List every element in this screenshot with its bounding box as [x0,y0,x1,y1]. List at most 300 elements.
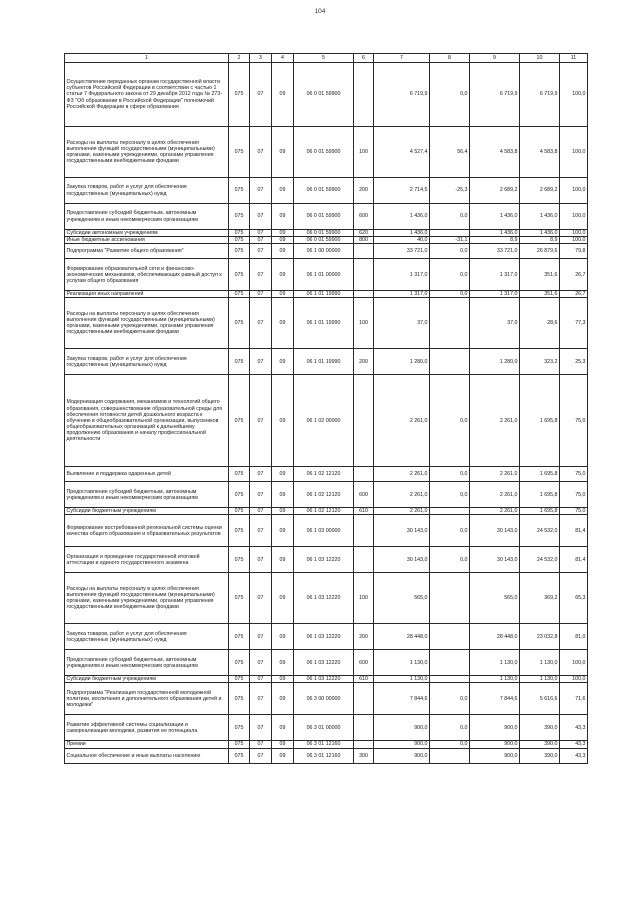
executed-amount-cell: 351,6 [520,259,560,291]
subsection-code-cell: 09 [272,573,294,624]
approved-amount-cell: 1 130,0 [374,676,430,683]
approved-amount-cell: 2 261,0 [374,508,430,515]
section-code-cell: 07 [250,624,272,650]
executed-amount-cell: 323,2 [520,349,560,375]
ministry-code-cell: 075 [229,467,250,482]
section-code-cell: 07 [250,683,272,715]
table-row [65,298,588,349]
expense-type-cell [354,291,374,298]
approved-amount-cell: 565,0 [374,573,430,624]
change-amount-cell [430,230,470,237]
execution-percent-cell: 100,0 [560,650,588,676]
subsection-code-cell: 09 [272,375,294,467]
executed-amount-cell: 1 695,8 [520,467,560,482]
subsection-code-cell: 09 [272,676,294,683]
row-name-cell: Формирование востребованной региональной системы оценки качества общего образования и образовательных результатов [65,515,229,547]
expense-type-cell: 200 [354,624,374,650]
revised-amount-cell: 1 130,0 [470,676,520,683]
execution-percent-cell: 100,0 [560,178,588,204]
execution-percent-cell: 75,0 [560,467,588,482]
header-cell: 1 [65,54,229,63]
execution-percent-cell: 100,0 [560,230,588,237]
executed-amount-cell: 369,2 [520,573,560,624]
ministry-code-cell: 075 [229,515,250,547]
ministry-code-cell: 075 [229,298,250,349]
executed-amount-cell: 390,0 [520,715,560,741]
expense-type-cell: 300 [354,748,374,763]
header-cell: 6 [354,54,374,63]
change-amount-cell: 0,0 [430,204,470,230]
change-amount-cell: 56,4 [430,127,470,178]
table-row [65,547,588,573]
expense-type-cell: 800 [354,237,374,244]
target-article-cell: 06 1 01 19990 [294,298,354,349]
subsection-code-cell: 09 [272,683,294,715]
execution-percent-cell: 25,3 [560,349,588,375]
revised-amount-cell: 2 689,2 [470,178,520,204]
revised-amount-cell: 1 130,0 [470,650,520,676]
target-article-cell: 06 1 02 12120 [294,482,354,508]
ministry-code-cell: 075 [229,63,250,127]
row-name-cell: Иные бюджетные ассигнования [65,237,229,244]
subsection-code-cell: 09 [272,482,294,508]
target-article-cell: 06 1 03 12220 [294,573,354,624]
expense-type-cell [354,683,374,715]
change-amount-cell: 0,0 [430,291,470,298]
budget-table [64,53,588,764]
change-amount-cell [430,573,470,624]
approved-amount-cell: 30 143,0 [374,515,430,547]
target-article-cell: 06 0 01 59900 [294,204,354,230]
revised-amount-cell: 6 719,9 [470,63,520,127]
subsection-code-cell: 09 [272,204,294,230]
execution-percent-cell: 100,0 [560,63,588,127]
change-amount-cell: 0,0 [430,715,470,741]
execution-percent-cell: 75,0 [560,482,588,508]
executed-amount-cell: 390,0 [520,748,560,763]
subsection-code-cell: 09 [272,298,294,349]
row-name-cell: Закупка товаров, работ и услуг для обеспечения государственных (муниципальных) нужд [65,349,229,375]
header-cell: 3 [250,54,272,63]
change-amount-cell [430,650,470,676]
header-cell: 2 [229,54,250,63]
ministry-code-cell: 075 [229,349,250,375]
row-name-cell: Подпрограмма "Развитие общего образования" [65,244,229,259]
section-code-cell: 07 [250,508,272,515]
ministry-code-cell: 075 [229,676,250,683]
revised-amount-cell: 2 261,0 [470,508,520,515]
row-name-cell: Предоставление субсидий бюджетным, автономным учреждениям и иным некоммерческим организациям [65,482,229,508]
executed-amount-cell: 1 436,0 [520,230,560,237]
expense-type-cell [354,515,374,547]
expense-type-cell: 100 [354,298,374,349]
expense-type-cell [354,467,374,482]
subsection-code-cell: 09 [272,230,294,237]
ministry-code-cell: 075 [229,244,250,259]
section-code-cell: 07 [250,127,272,178]
revised-amount-cell: 1 280,0 [470,349,520,375]
ministry-code-cell: 075 [229,291,250,298]
header-cell: 8 [430,54,470,63]
table-row [65,127,588,178]
table-row [65,204,588,230]
subsection-code-cell: 09 [272,741,294,748]
row-name-cell: Подпрограмма "Реализация государственной молодежной политики, воспитания и дополнительного образования детей и молодежи" [65,683,229,715]
row-name-cell: Развитие эффективной системы социализации и самореализации молодежи, развития ее потенциала [65,715,229,741]
header-cell: 9 [470,54,520,63]
target-article-cell: 06 0 01 59900 [294,127,354,178]
execution-percent-cell: 100,0 [560,676,588,683]
target-article-cell: 06 3 01 12160 [294,748,354,763]
execution-percent-cell: 43,3 [560,741,588,748]
revised-amount-cell: 1 436,0 [470,230,520,237]
change-amount-cell: 0,0 [430,259,470,291]
execution-percent-cell: 100,0 [560,127,588,178]
executed-amount-cell: 6 719,9 [520,63,560,127]
change-amount-cell: 0,0 [430,741,470,748]
row-name-cell: Социальное обеспечение и иные выплаты населению [65,748,229,763]
section-code-cell: 07 [250,741,272,748]
approved-amount-cell: 37,0 [374,298,430,349]
revised-amount-cell: 900,0 [470,715,520,741]
change-amount-cell: 0,0 [430,683,470,715]
target-article-cell: 06 1 02 00000 [294,375,354,467]
section-code-cell: 07 [250,259,272,291]
executed-amount-cell: 8,9 [520,237,560,244]
executed-amount-cell: 1 130,0 [520,676,560,683]
change-amount-cell: -25,3 [430,178,470,204]
revised-amount-cell: 30 143,0 [470,547,520,573]
subsection-code-cell: 09 [272,237,294,244]
change-amount-cell [430,508,470,515]
change-amount-cell [430,748,470,763]
target-article-cell: 06 3 00 00000 [294,683,354,715]
ministry-code-cell: 075 [229,508,250,515]
target-article-cell: 06 0 01 59900 [294,178,354,204]
target-article-cell: 06 1 03 12220 [294,650,354,676]
revised-amount-cell: 1 317,0 [470,291,520,298]
ministry-code-cell: 075 [229,127,250,178]
target-article-cell: 06 1 02 12120 [294,467,354,482]
row-name-cell: Выявление и поддержка одаренных детей [65,467,229,482]
expense-type-cell: 200 [354,349,374,375]
header-row [65,54,588,63]
expense-type-cell [354,547,374,573]
subsection-code-cell: 09 [272,244,294,259]
row-name-cell: Закупка товаров, работ и услуг для обеспечения государственных (муниципальных) нужд [65,178,229,204]
change-amount-cell: 0,0 [430,547,470,573]
approved-amount-cell: 1 130,0 [374,650,430,676]
ministry-code-cell: 075 [229,715,250,741]
target-article-cell: 06 1 00 00000 [294,244,354,259]
approved-amount-cell: 6 719,9 [374,63,430,127]
subsection-code-cell: 09 [272,259,294,291]
approved-amount-cell: 4 527,4 [374,127,430,178]
subsection-code-cell: 09 [272,624,294,650]
execution-percent-cell: 75,0 [560,508,588,515]
executed-amount-cell: 28,6 [520,298,560,349]
approved-amount-cell: 900,0 [374,741,430,748]
approved-amount-cell: 1 280,0 [374,349,430,375]
target-article-cell: 06 3 01 12160 [294,741,354,748]
target-article-cell: 06 1 03 12220 [294,624,354,650]
approved-amount-cell: 1 436,0 [374,230,430,237]
header-cell: 4 [272,54,294,63]
change-amount-cell: 0,0 [430,467,470,482]
execution-percent-cell: 100,0 [560,204,588,230]
header-cell: 7 [374,54,430,63]
page-number: 104 [314,8,326,15]
change-amount-cell: 0,0 [430,375,470,467]
expense-type-cell: 620 [354,230,374,237]
revised-amount-cell: 2 261,0 [470,482,520,508]
target-article-cell: 06 0 01 59900 [294,230,354,237]
ministry-code-cell: 075 [229,482,250,508]
section-code-cell: 07 [250,291,272,298]
approved-amount-cell: 7 844,6 [374,683,430,715]
target-article-cell: 06 1 01 19990 [294,291,354,298]
ministry-code-cell: 075 [229,230,250,237]
table-row [65,237,588,244]
row-name-cell: Формирование образовательной сети и финансово-экономических механизмов, обеспечивающих равный доступ к услугам общего образования [65,259,229,291]
expense-type-cell: 610 [354,676,374,683]
ministry-code-cell: 075 [229,178,250,204]
subsection-code-cell: 09 [272,291,294,298]
execution-percent-cell: 81,0 [560,624,588,650]
expense-type-cell: 100 [354,127,374,178]
revised-amount-cell: 2 261,0 [470,375,520,467]
expense-type-cell: 600 [354,204,374,230]
table-row [65,715,588,741]
ministry-code-cell: 075 [229,683,250,715]
execution-percent-cell: 100,0 [560,237,588,244]
approved-amount-cell: 28 448,0 [374,624,430,650]
target-article-cell: 06 1 01 19990 [294,349,354,375]
row-name-cell: Расходы на выплаты персоналу в целях обеспечения выполнения функций государственными (муниципальными) органами, казенными учреждениями, органами управления государственными внебюджетными фондами [65,127,229,178]
approved-amount-cell: 2 714,5 [374,178,430,204]
executed-amount-cell: 351,6 [520,291,560,298]
row-name-cell: Субсидии бюджетным учреждениям [65,676,229,683]
table-row [65,482,588,508]
ministry-code-cell: 075 [229,624,250,650]
change-amount-cell [430,298,470,349]
execution-percent-cell: 43,3 [560,715,588,741]
expense-type-cell [354,244,374,259]
execution-percent-cell: 77,3 [560,298,588,349]
executed-amount-cell: 1 695,8 [520,482,560,508]
approved-amount-cell: 900,0 [374,748,430,763]
section-code-cell: 07 [250,244,272,259]
section-code-cell: 07 [250,467,272,482]
approved-amount-cell: 40,0 [374,237,430,244]
executed-amount-cell: 390,0 [520,741,560,748]
ministry-code-cell: 075 [229,748,250,763]
subsection-code-cell: 09 [272,349,294,375]
executed-amount-cell: 1 695,8 [520,375,560,467]
change-amount-cell: -31,1 [430,237,470,244]
section-code-cell: 07 [250,349,272,375]
subsection-code-cell: 09 [272,467,294,482]
execution-percent-cell: 65,3 [560,573,588,624]
approved-amount-cell: 33 721,0 [374,244,430,259]
change-amount-cell [430,349,470,375]
execution-percent-cell: 81,4 [560,515,588,547]
subsection-code-cell: 09 [272,178,294,204]
change-amount-cell: 0,0 [430,515,470,547]
row-name-cell: Реализация иных направлений [65,291,229,298]
table-row [65,467,588,482]
ministry-code-cell: 075 [229,741,250,748]
execution-percent-cell: 26,7 [560,291,588,298]
ministry-code-cell: 075 [229,375,250,467]
expense-type-cell: 600 [354,650,374,676]
section-code-cell: 07 [250,178,272,204]
executed-amount-cell: 1 695,8 [520,508,560,515]
section-code-cell: 07 [250,230,272,237]
approved-amount-cell: 1 436,0 [374,204,430,230]
executed-amount-cell: 23 032,8 [520,624,560,650]
ministry-code-cell: 075 [229,650,250,676]
table-row [65,508,588,515]
table-row [65,650,588,676]
table-row [65,573,588,624]
subsection-code-cell: 09 [272,515,294,547]
section-code-cell: 07 [250,650,272,676]
section-code-cell: 07 [250,298,272,349]
header-cell: 11 [560,54,588,63]
execution-percent-cell: 81,4 [560,547,588,573]
section-code-cell: 07 [250,204,272,230]
section-code-cell: 07 [250,573,272,624]
subsection-code-cell: 09 [272,508,294,515]
target-article-cell: 06 1 03 12220 [294,547,354,573]
target-article-cell: 06 1 01 00000 [294,259,354,291]
revised-amount-cell: 28 448,0 [470,624,520,650]
table-row [65,515,588,547]
revised-amount-cell: 33 721,0 [470,244,520,259]
header-cell: 5 [294,54,354,63]
approved-amount-cell: 2 261,0 [374,467,430,482]
target-article-cell: 06 0 01 59900 [294,237,354,244]
target-article-cell: 06 1 03 00000 [294,515,354,547]
target-article-cell: 06 0 01 59900 [294,63,354,127]
revised-amount-cell: 1 317,0 [470,259,520,291]
revised-amount-cell: 30 143,0 [470,515,520,547]
row-name-cell: Осуществление переданных органам государственной власти субъектов Российской Федерации в соответствии с частью 1 статьи 7 Федерального закона от 29 декабря 2012 года № 273-ФЗ "Об образовании в Российской Федерации" полномочий Российской Федерации в сфере образования [65,63,229,127]
ministry-code-cell: 075 [229,204,250,230]
section-code-cell: 07 [250,515,272,547]
change-amount-cell: 0,0 [430,482,470,508]
expense-type-cell: 100 [354,573,374,624]
table-row [65,375,588,467]
approved-amount-cell: 1 317,0 [374,291,430,298]
approved-amount-cell: 2 261,0 [374,375,430,467]
subsection-code-cell: 09 [272,547,294,573]
section-code-cell: 07 [250,63,272,127]
table-row [65,748,588,763]
approved-amount-cell: 2 261,0 [374,482,430,508]
change-amount-cell [430,676,470,683]
row-name-cell: Модернизация содержания, механизмов и технологий общего образования, совершенствование образовательной среды для обеспечения готовности детей дошкольного возраста к обучению в общеобразовательной организации, выпускников общеобразовательных организаций к дальнейшему продолжению образования и началу профессиональной деятельности [65,375,229,467]
row-name-cell: Предоставление субсидий бюджетным, автономным учреждениям и иным некоммерческим организациям [65,650,229,676]
table-row [65,291,588,298]
ministry-code-cell: 075 [229,573,250,624]
target-article-cell: 06 1 03 12220 [294,676,354,683]
subsection-code-cell: 09 [272,715,294,741]
expense-type-cell [354,375,374,467]
table-row [65,741,588,748]
revised-amount-cell: 565,0 [470,573,520,624]
executed-amount-cell: 24 532,0 [520,515,560,547]
executed-amount-cell: 26 879,6 [520,244,560,259]
subsection-code-cell: 09 [272,127,294,178]
row-name-cell: Расходы на выплаты персоналу в целях обеспечения выполнения функций государственными (муниципальными) органами, казенными учреждениями, органами управления государственными внебюджетными фондами [65,573,229,624]
approved-amount-cell: 900,0 [374,715,430,741]
execution-percent-cell: 79,8 [560,244,588,259]
section-code-cell: 07 [250,237,272,244]
ministry-code-cell: 075 [229,259,250,291]
subsection-code-cell: 09 [272,650,294,676]
executed-amount-cell: 1 436,0 [520,204,560,230]
row-name-cell: Премии [65,741,229,748]
ministry-code-cell: 075 [229,237,250,244]
revised-amount-cell: 8,9 [470,237,520,244]
subsection-code-cell: 09 [272,748,294,763]
expense-type-cell: 610 [354,508,374,515]
row-name-cell: Закупка товаров, работ и услуг для обеспечения государственных (муниципальных) нужд [65,624,229,650]
expense-type-cell [354,63,374,127]
ministry-code-cell: 075 [229,547,250,573]
table-row [65,63,588,127]
header-cell: 10 [520,54,560,63]
revised-amount-cell: 2 261,0 [470,467,520,482]
approved-amount-cell: 1 317,0 [374,259,430,291]
row-name-cell: Субсидии автономным учреждениям [65,230,229,237]
change-amount-cell: 0,0 [430,63,470,127]
table-row [65,349,588,375]
revised-amount-cell: 1 436,0 [470,204,520,230]
execution-percent-cell: 75,0 [560,375,588,467]
target-article-cell: 06 3 01 00000 [294,715,354,741]
row-name-cell: Организация и проведение государственной итоговой аттестации и единого государственного экзамена [65,547,229,573]
revised-amount-cell: 900,0 [470,748,520,763]
expense-type-cell [354,715,374,741]
table-row [65,230,588,237]
table-row [65,259,588,291]
row-name-cell: Субсидии бюджетным учреждениям [65,508,229,515]
expense-type-cell: 600 [354,482,374,508]
executed-amount-cell: 2 689,2 [520,178,560,204]
executed-amount-cell: 4 583,8 [520,127,560,178]
execution-percent-cell: 43,3 [560,748,588,763]
approved-amount-cell: 30 143,0 [374,547,430,573]
change-amount-cell: 0,0 [430,244,470,259]
expense-type-cell [354,741,374,748]
revised-amount-cell: 900,0 [470,741,520,748]
section-code-cell: 07 [250,482,272,508]
section-code-cell: 07 [250,676,272,683]
expense-type-cell [354,259,374,291]
row-name-cell: Расходы на выплаты персоналу в целях обеспечения выполнения функций государственными (муниципальными) органами, казенными учреждениями, органами управления государственными внебюджетными фондами [65,298,229,349]
table-row [65,244,588,259]
expense-type-cell: 200 [354,178,374,204]
executed-amount-cell: 5 616,6 [520,683,560,715]
section-code-cell: 07 [250,748,272,763]
target-article-cell: 06 1 02 12120 [294,508,354,515]
table-row [65,178,588,204]
section-code-cell: 07 [250,375,272,467]
revised-amount-cell: 4 583,8 [470,127,520,178]
